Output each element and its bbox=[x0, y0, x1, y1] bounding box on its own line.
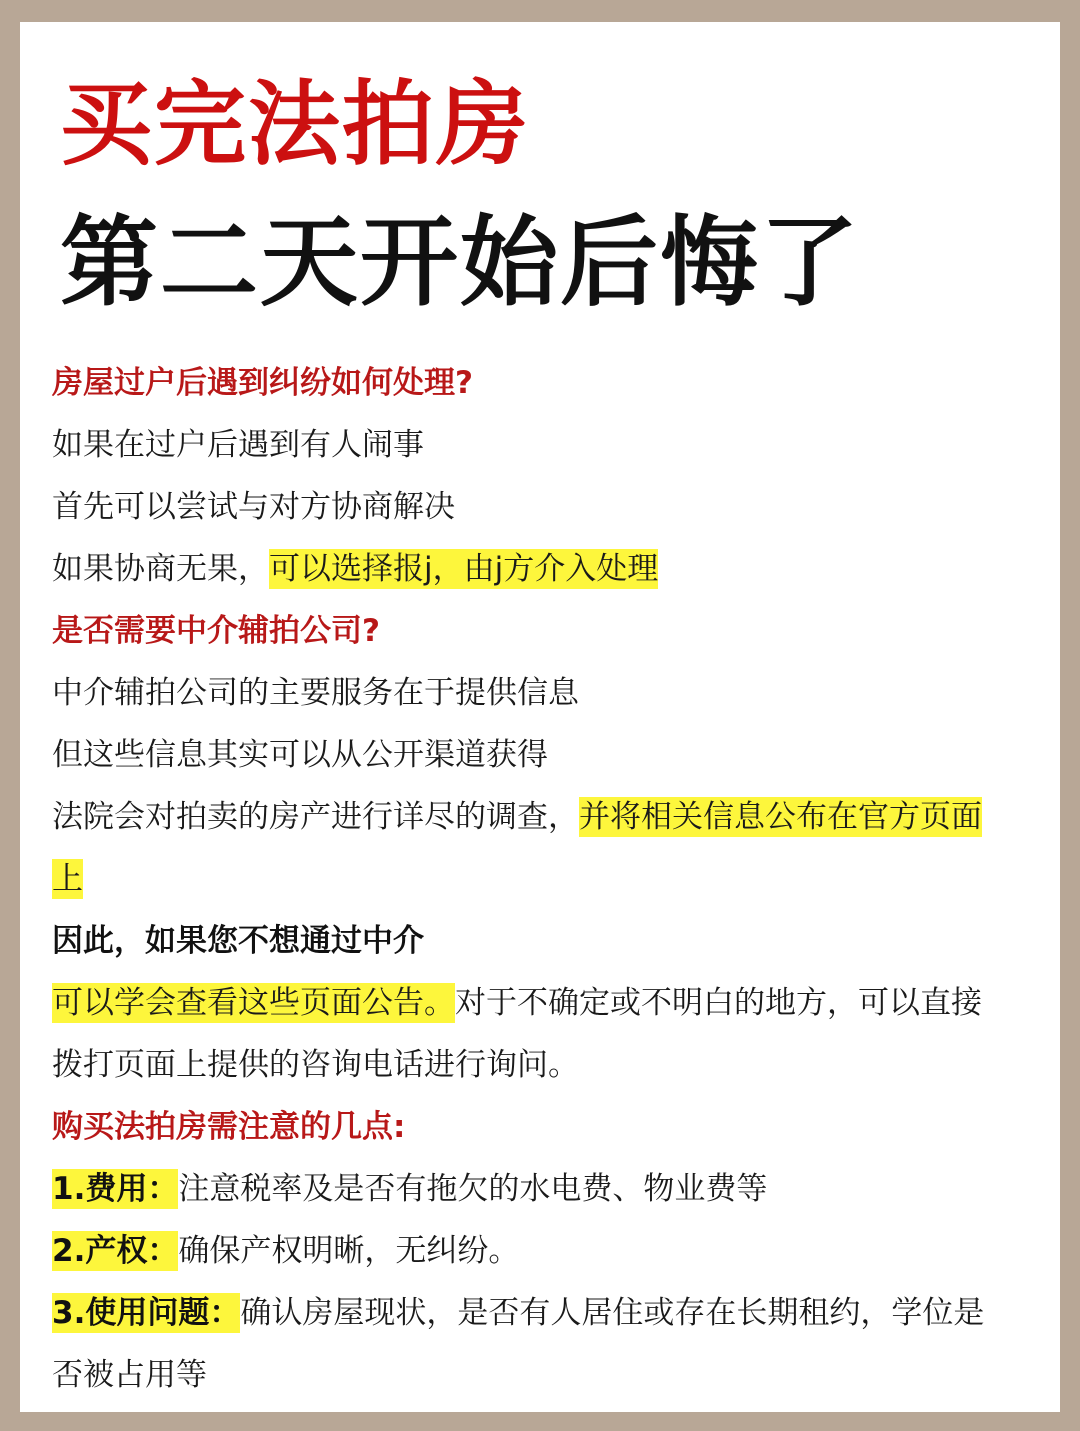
plain-text: 对于不确定或不明白的地方，可以直接 bbox=[455, 985, 982, 1021]
article-body bbox=[52, 352, 1042, 1406]
title-line-2: 第二天开始后悔了 bbox=[60, 206, 861, 320]
list-item-label: 2.产权： bbox=[52, 1233, 179, 1269]
section-heading-dispute: 房屋过户后遇到纠纷如何处理? bbox=[52, 365, 473, 401]
paragraph-line: 否被占用等 bbox=[52, 1357, 207, 1393]
paragraph-line bbox=[52, 848, 1042, 910]
list-item bbox=[52, 1220, 1042, 1282]
bold-paragraph-line: 因此，如果您不想通过中介 bbox=[52, 923, 424, 959]
list-item bbox=[52, 1158, 1042, 1220]
list-item-text: 确保产权明晰，无纠纷。 bbox=[178, 1233, 520, 1269]
list-item-text: 注意税率及是否有拖欠的水电费、物业费等 bbox=[178, 1171, 768, 1207]
paragraph-line: 拨打页面上提供的咨询电话进行询问。 bbox=[52, 1047, 579, 1083]
paragraph-line bbox=[52, 786, 1042, 848]
list-item-label: 3.使用问题： bbox=[52, 1295, 241, 1331]
paragraph-line bbox=[52, 538, 1042, 600]
plain-text: 法院会对拍卖的房产进行详尽的调查， bbox=[52, 799, 579, 835]
plain-text: 如果协商无果， bbox=[52, 551, 269, 587]
section-heading-agency: 是否需要中介辅拍公司? bbox=[52, 613, 380, 649]
paragraph-line: 首先可以尝试与对方协商解决 bbox=[52, 489, 455, 525]
title-line-1: 买完法拍房 bbox=[60, 71, 531, 178]
article-card bbox=[20, 22, 1060, 1412]
highlighted-text: 并将相关信息公布在官方页面 bbox=[579, 799, 982, 835]
paragraph-line: 但这些信息其实可以从公开渠道获得 bbox=[52, 737, 548, 773]
paragraph-line: 如果在过户后遇到有人闹事 bbox=[52, 427, 424, 463]
highlighted-text: 可以学会查看这些页面公告。 bbox=[52, 985, 455, 1021]
section-heading-notes: 购买法拍房需注意的几点: bbox=[52, 1109, 406, 1145]
highlighted-text: 上 bbox=[52, 861, 83, 897]
highlighted-text: 可以选择报j，由j方介入处理 bbox=[269, 551, 659, 587]
list-item bbox=[52, 1282, 1042, 1344]
list-item-text: 确认房屋现状，是否有人居住或存在长期租约，学位是 bbox=[240, 1295, 985, 1331]
paragraph-line bbox=[52, 972, 1042, 1034]
paragraph-line: 中介辅拍公司的主要服务在于提供信息 bbox=[52, 675, 579, 711]
list-item-label: 1.费用： bbox=[52, 1171, 179, 1207]
